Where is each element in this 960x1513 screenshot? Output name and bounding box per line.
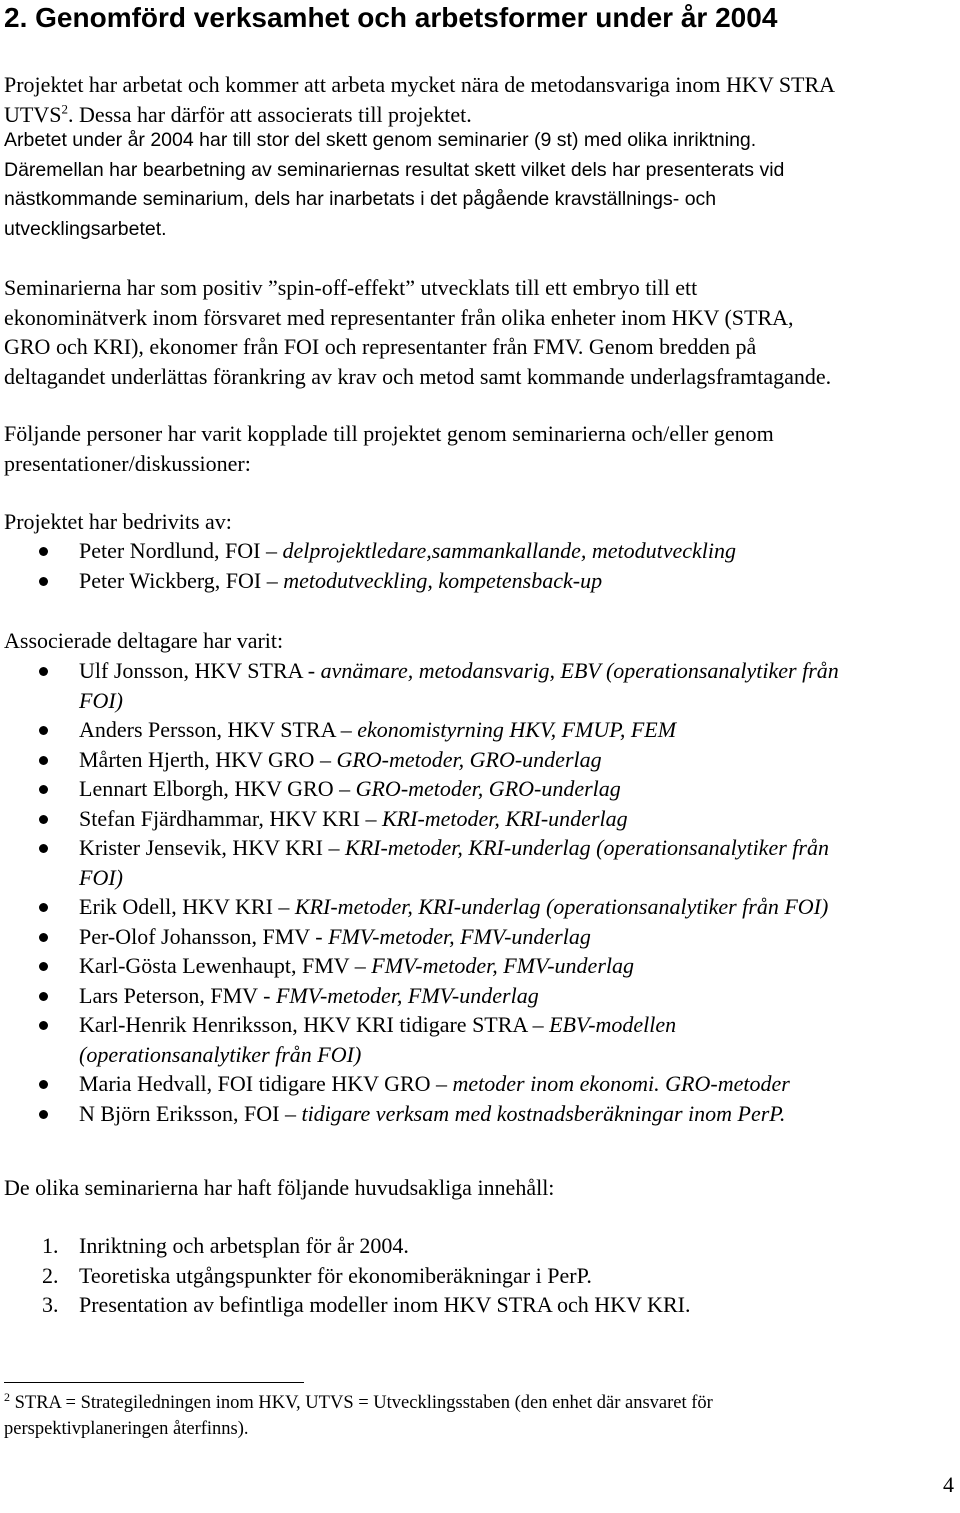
paragraph-line: Seminarierna har som positiv ”spin-off-effekt” utvecklats till ett embryo till ett	[4, 275, 698, 300]
bullet-icon	[39, 1080, 48, 1089]
person-role-continued: FOI)	[79, 687, 123, 713]
list-item	[0, 833, 960, 892]
bullet-list-bedrivits	[0, 536, 960, 595]
person-role: FMV-metoder, FMV-underlag	[275, 982, 539, 1008]
person-name: Mårten Hjerth, HKV GRO –	[79, 746, 337, 772]
person-name: N Björn Eriksson, FOI –	[79, 1100, 302, 1126]
paragraph-line: Projektet har arbetat och kommer att arbeta mycket nära de metodansvariga inom HKV STRA	[4, 72, 836, 97]
list-item	[0, 774, 960, 804]
footnote-ref: 2	[61, 101, 68, 117]
bullet-icon	[39, 785, 48, 794]
person-name: Ulf Jonsson, HKV STRA -	[79, 658, 321, 683]
paragraph-line: Däremellan har bearbetning av seminariernas resultat skett vilket dels har presenterats vid	[4, 158, 785, 181]
bullet-icon	[39, 667, 48, 676]
paragraph-persons	[4, 419, 956, 478]
page-number: 4	[943, 1472, 954, 1497]
paragraph-intro	[4, 70, 956, 129]
list-item	[0, 536, 960, 566]
list-item	[0, 1010, 960, 1069]
list-item	[0, 1290, 960, 1320]
bullet-icon	[39, 726, 48, 735]
bullet-icon	[39, 933, 48, 942]
person-name: Lennart Elborgh, HKV GRO –	[79, 776, 356, 801]
list-text: Presentation av befintliga modeller inom HKV STRA och HKV KRI.	[79, 1292, 691, 1317]
list-item	[0, 922, 960, 952]
bullet-icon	[39, 962, 48, 971]
footnote-divider	[4, 1382, 304, 1383]
list-item	[0, 1069, 960, 1099]
footnote	[4, 1390, 956, 1442]
paragraph-line: Följande personer har varit kopplade till projektet genom seminarierna och/eller genom	[4, 421, 774, 446]
list-item	[0, 981, 960, 1011]
person-name: Anders Persson, HKV STRA –	[79, 717, 358, 742]
paragraph-line: ekonominätverk inom försvaret med representanter från olika enheter inom HKV (STRA,	[4, 304, 794, 330]
person-role: KRI-metoder, KRI-underlag (operationsanalytiker från FOI)	[294, 894, 829, 919]
list-item	[0, 1231, 960, 1261]
person-role: KRI-metoder, KRI-underlag	[382, 805, 628, 831]
numbered-list-innehall	[0, 1231, 960, 1320]
paragraph-line: presentationer/diskussioner:	[4, 450, 251, 476]
bullet-icon	[39, 992, 48, 1001]
person-name: Maria Hedvall, FOI tidigare HKV GRO –	[79, 1071, 453, 1096]
text-fragment: . Dessa har därför att associerats till projektet.	[67, 101, 472, 127]
person-role: FMV-metoder, FMV-underlag	[371, 953, 634, 978]
bullet-icon	[39, 903, 48, 912]
person-role: KRI-metoder, KRI-underlag (operationsanalytiker från	[345, 835, 829, 860]
person-name: Per-Olof Johansson, FMV -	[79, 923, 329, 949]
list-item	[0, 951, 960, 981]
bullet-icon	[39, 844, 48, 853]
person-name: Erik Odell, HKV KRI –	[79, 894, 295, 919]
person-role: tidigare verksam med kostnadsberäkningar inom PerP.	[301, 1100, 786, 1126]
label-bedrivits: Projektet har bedrivits av:	[4, 509, 232, 534]
list-item	[0, 715, 960, 745]
list-item	[0, 1261, 960, 1291]
bullet-icon	[39, 1021, 48, 1030]
footnote-marker: 2	[4, 1389, 10, 1404]
person-role: EBV-modellen	[549, 1012, 677, 1037]
paragraph-line: deltagandet underlättas förankring av krav och metod samt kommande underlagsframtagande.	[4, 363, 832, 389]
person-name: Lars Peterson, FMV -	[79, 982, 276, 1008]
person-name: Krister Jensevik, HKV KRI –	[79, 835, 346, 860]
footnote-line: perspektivplaneringen återfinns).	[4, 1419, 249, 1439]
text-fragment: STRA = Strategiledningen inom HKV, UTVS = Utvecklingsstaben (den enhet där ansvaret för	[10, 1393, 713, 1413]
person-name: Karl-Henrik Henriksson, HKV KRI tidigare STRA –	[79, 1012, 550, 1037]
person-role: GRO-metoder, GRO-underlag	[336, 746, 602, 772]
paragraph-network	[4, 273, 956, 391]
list-item	[0, 745, 960, 775]
bullet-icon	[39, 1110, 48, 1119]
list-number: 2.	[42, 1262, 59, 1288]
bullet-icon	[39, 577, 48, 586]
list-number: 3.	[42, 1292, 59, 1317]
list-item	[0, 656, 960, 715]
section-heading: 2. Genomförd verksamhet och arbetsformer under år 2004	[4, 2, 778, 33]
footnote-line	[4, 1390, 956, 1416]
paragraph-line	[4, 100, 956, 130]
person-role: delprojektledare,sammankallande, metodutveckling	[282, 538, 736, 563]
person-name: Peter Wickberg, FOI –	[79, 567, 284, 593]
person-role: ekonomistyrning HKV, FMUP, FEM	[357, 717, 677, 742]
text-fragment: UTVS	[4, 101, 62, 127]
person-role: GRO-metoder, GRO-underlag	[355, 776, 621, 801]
list-item	[0, 892, 960, 922]
label-associerade: Associerade deltagare har varit:	[4, 628, 284, 653]
list-item	[0, 1099, 960, 1129]
list-text: Teoretiska utgångspunkter för ekonomiberäkningar i PerP.	[79, 1262, 592, 1288]
list-text: Inriktning och arbetsplan för år 2004.	[79, 1233, 409, 1258]
paragraph-line: utvecklingsarbetet.	[4, 217, 167, 240]
bullet-icon	[39, 547, 48, 556]
person-name: Stefan Fjärdhammar, HKV KRI –	[79, 805, 382, 831]
bullet-icon	[39, 815, 48, 824]
paragraph-line: GRO och KRI), ekonomer från FOI och representanter från FMV. Genom bredden på	[4, 334, 757, 359]
label-innehall: De olika seminarierna har haft följande huvudsakliga innehåll:	[4, 1175, 555, 1200]
person-name: Karl-Gösta Lewenhaupt, FMV –	[79, 953, 372, 978]
person-role-continued: (operationsanalytiker från FOI)	[79, 1041, 362, 1067]
list-item	[0, 566, 960, 596]
bullet-icon	[39, 756, 48, 765]
person-role-continued: FOI)	[79, 864, 123, 890]
person-role: metoder inom ekonomi. GRO-metoder	[452, 1071, 790, 1096]
bullet-list-associerade	[0, 656, 960, 1128]
list-item	[0, 804, 960, 834]
person-role: FMV-metoder, FMV-underlag	[328, 923, 591, 949]
person-role: avnämare, metodansvarig, EBV (operationsanalytiker från	[320, 658, 839, 683]
person-name: Peter Nordlund, FOI –	[79, 538, 283, 563]
list-number: 1.	[42, 1233, 59, 1258]
person-role: metodutveckling, kompetensback-up	[283, 567, 603, 593]
paragraph-seminars	[4, 126, 956, 244]
paragraph-line: nästkommande seminarium, dels har inarbetats i det pågående kravställnings- och	[4, 188, 717, 210]
paragraph-line: Arbetet under år 2004 har till stor del skett genom seminarier (9 st) med olika inriktning.	[4, 129, 757, 151]
